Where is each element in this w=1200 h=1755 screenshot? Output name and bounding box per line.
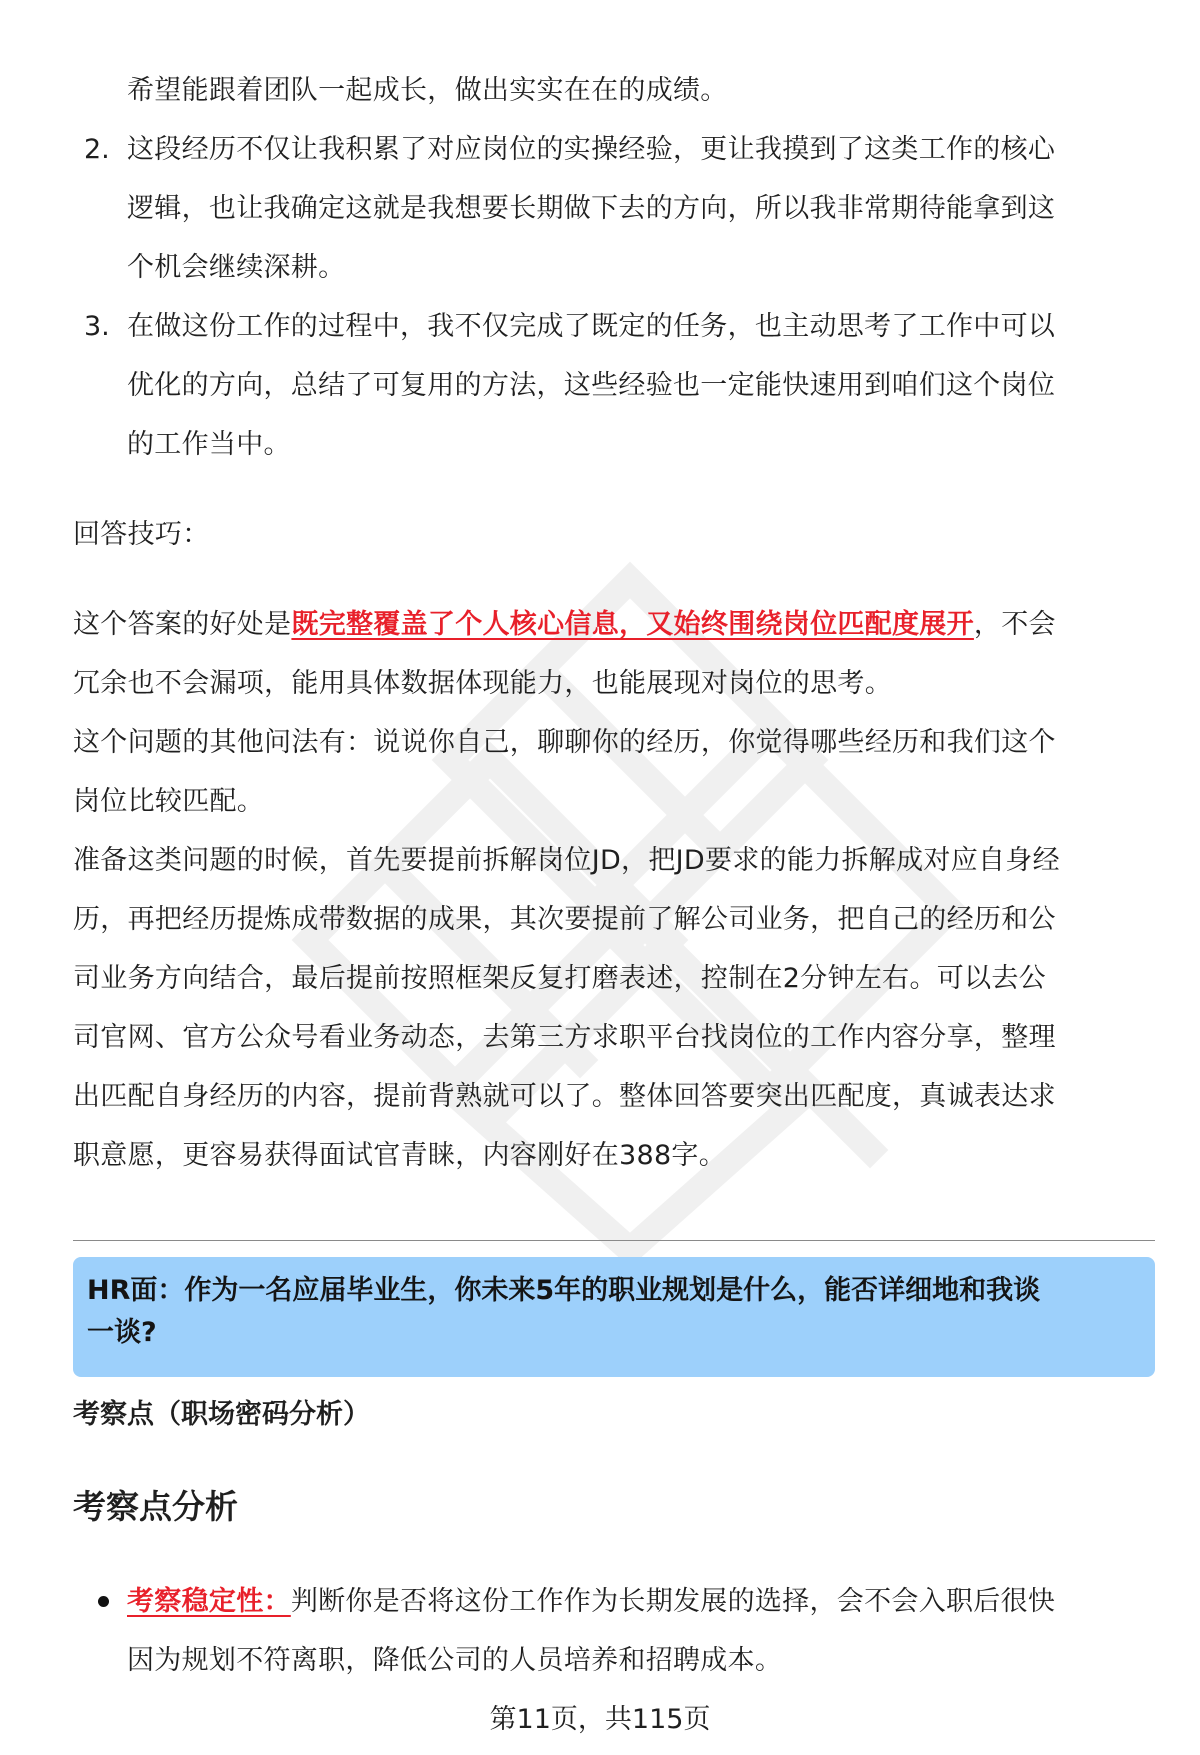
tips-para3-line-3: 司业务方向结合，最后提前按照框架反复打磨表述，控制在2分钟左右。可以去公 [73, 963, 1046, 994]
analysis-subheading: 考察点（职场密码分析） [73, 1399, 370, 1430]
tips-para2-line-1: 这个问题的其他问法有：说说你自己，聊聊你的经历，你觉得哪些经历和我们这个 [73, 727, 1056, 758]
question-line-2: 一谈? [87, 1317, 157, 1348]
question-callout [73, 1257, 1155, 1377]
tips-para1-prefix: 这个答案的好处是 [73, 609, 292, 640]
list-item-2-line-2: 逻辑，也让我确定这就是我想要长期做下去的方向，所以我非常期待能拿到这 [127, 193, 1056, 224]
bullet-text-1: 判断你是否将这份工作作为长期发展的选择，会不会入职后很快 [290, 1586, 1056, 1617]
list-item-3-line-1: 在做这份工作的过程中，我不仅完成了既定的任务，也主动思考了工作中可以 [127, 311, 1056, 342]
list-item-2-line-1: 这段经历不仅让我积累了对应岗位的实操经验，更让我摸到了这类工作的核心 [127, 134, 1056, 165]
page-footer: 第11页，共115页 [489, 1704, 711, 1735]
list-number-2: 2. [84, 134, 110, 165]
tips-para2-line-2: 岗位比较匹配。 [73, 786, 265, 817]
list-item-3-line-2: 优化的方向，总结了可复用的方法，这些经验也一定能快速用到咱们这个岗位 [127, 370, 1056, 401]
tips-para3-line-4: 司官网、官方公众号看业务动态，去第三方求职平台找岗位的工作内容分享，整理 [73, 1022, 1056, 1053]
bullet-label: 考察稳定性： [127, 1586, 291, 1617]
tips-para1-line-1 [73, 595, 1056, 654]
section-divider [73, 1240, 1155, 1241]
tips-para1-suffix: ，不会 [973, 609, 1056, 640]
tips-para3-line-2: 历，再把经历提炼成带数据的成果，其次要提前了解公司业务，把自己的经历和公 [73, 904, 1056, 935]
bullet-line-2: 因为规划不符离职，降低公司的人员培养和招聘成本。 [127, 1645, 783, 1676]
list-item-2-line-3: 个机会继续深耕。 [127, 252, 346, 283]
tips-label: 回答技巧： [73, 519, 210, 550]
section-heading: 考察点分析 [73, 1487, 238, 1526]
bullet-line-1 [127, 1572, 1055, 1631]
bullet-icon [98, 1596, 109, 1607]
list-item-3-line-3: 的工作当中。 [127, 429, 291, 460]
tips-para3-line-1: 准备这类问题的时候，首先要提前拆解岗位JD，把JD要求的能力拆解成对应自身经 [73, 845, 1060, 876]
tips-highlight: 既完整覆盖了个人核心信息，又始终围绕岗位匹配度展开 [291, 609, 974, 640]
question-line-1: HR面：作为一名应届毕业生，你未来5年的职业规划是什么，能否详细地和我谈 [87, 1275, 1041, 1306]
tips-para3-line-6: 职意愿，更容易获得面试官青睐，内容刚好在388字。 [73, 1140, 727, 1171]
list-item-1-line-1: 希望能跟着团队一起成长，做出实实在在的成绩。 [127, 75, 728, 106]
tips-para1-line-2: 冗余也不会漏项，能用具体数据体现能力，也能展现对岗位的思考。 [73, 668, 892, 699]
tips-para3-line-5: 出匹配自身经历的内容，提前背熟就可以了。整体回答要突出匹配度，真诚表达求 [73, 1081, 1056, 1112]
list-number-3: 3. [84, 311, 110, 342]
